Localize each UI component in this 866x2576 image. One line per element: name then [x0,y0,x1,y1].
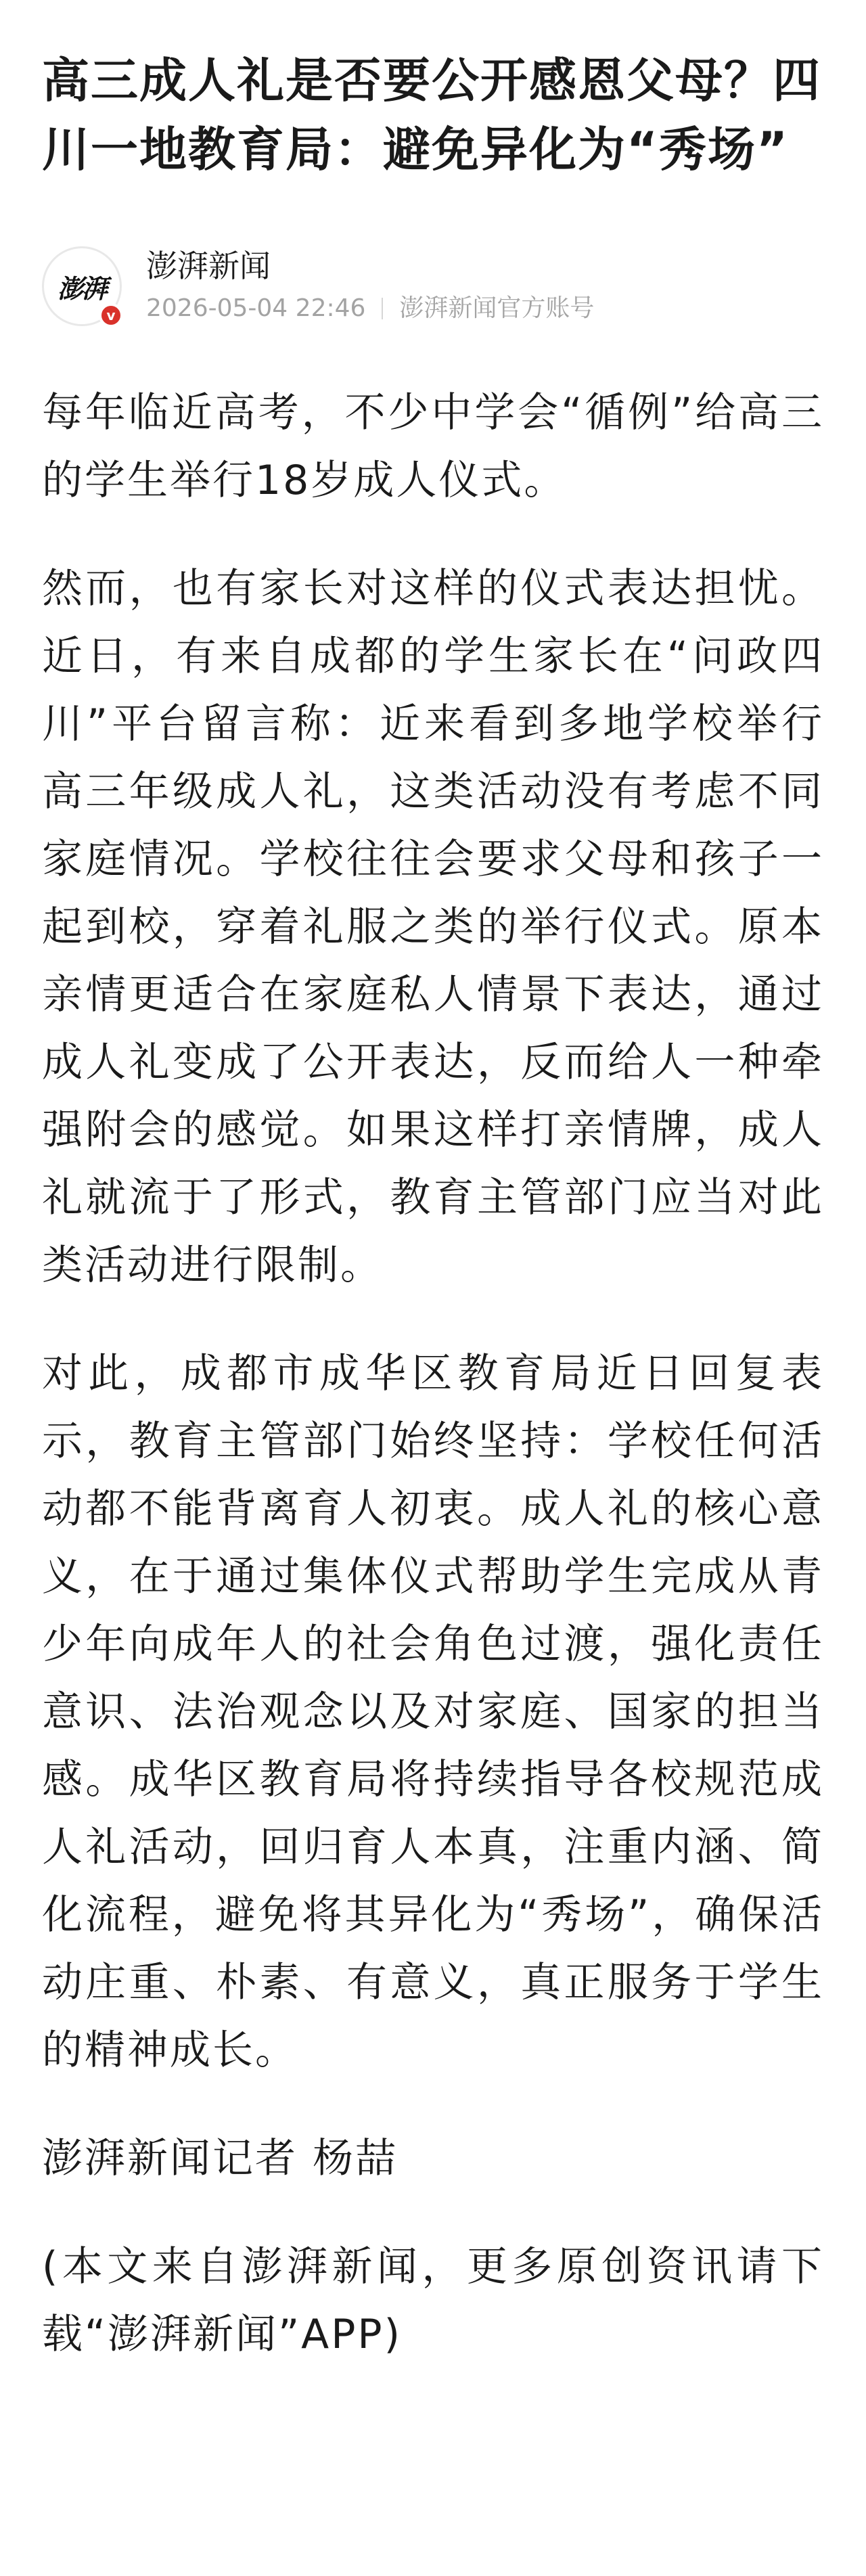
author-avatar-wrap[interactable] [42,246,122,326]
source-note: (本文来自澎湃新闻，更多原创资讯请下载“澎湃新闻”APP) [42,2243,824,2358]
author-meta [146,246,594,327]
article-paragraph: 每年临近高考，不少中学会“循例”给高三的学生举行18岁成人仪式。 [42,389,824,504]
thepaper-logo-icon: 澎湃 [57,273,106,304]
article-paragraph: 然而，也有家长对这样的仪式表达担忧。近日，有来自成都的学生家长在“问政四川”平台留言称：近来看到多地学校举行高三年级成人礼，这类活动没有考虑不同家庭情况。学校往往会要求父母和孩子一起到校，穿着礼服之类的举行仪式。原本亲情更适合在家庭私人情景下表达，通过成人礼变成了公开表达，反而给人一种牵强附会的感觉。如果这样打亲情牌，成人礼就流于了形式，教育主管部门应当对此类活动进行限制。 [42,565,824,1289]
article-title: 高三成人礼是否要公开感恩父母？四川一地教育局：避免异化为“秀场” [42,53,821,177]
article-paragraph: 对此，成都市成华区教育局近日回复表示，教育主管部门始终坚持：学校任何活动都不能背离育人初衷。成人礼的核心意义，在于通过集体仪式帮助学生完成从青少年向成年人的社会角色过渡，强化责任意识、法治观念以及对家庭、国家的担当感。成华区教育局将持续指导各校规范成人礼活动，回归育人本真，注重内涵、简化流程，避免将其异化为“秀场”，确保活动庄重、朴素、有意义，真正服务于学生的精神成长。 [42,1350,824,2074]
author-row[interactable] [42,242,824,330]
verified-badge-icon: v [99,303,123,327]
meta-divider [382,298,383,319]
account-type-label: 澎湃新闻官方账号 [399,294,595,322]
publish-datetime: 2026-05-04 22:46 [146,294,366,322]
author-name[interactable]: 澎湃新闻 [146,248,271,284]
author-sub-info [146,290,594,327]
article-body [42,379,824,2368]
reporter-byline: 澎湃新闻记者 杨喆 [42,2135,398,2182]
